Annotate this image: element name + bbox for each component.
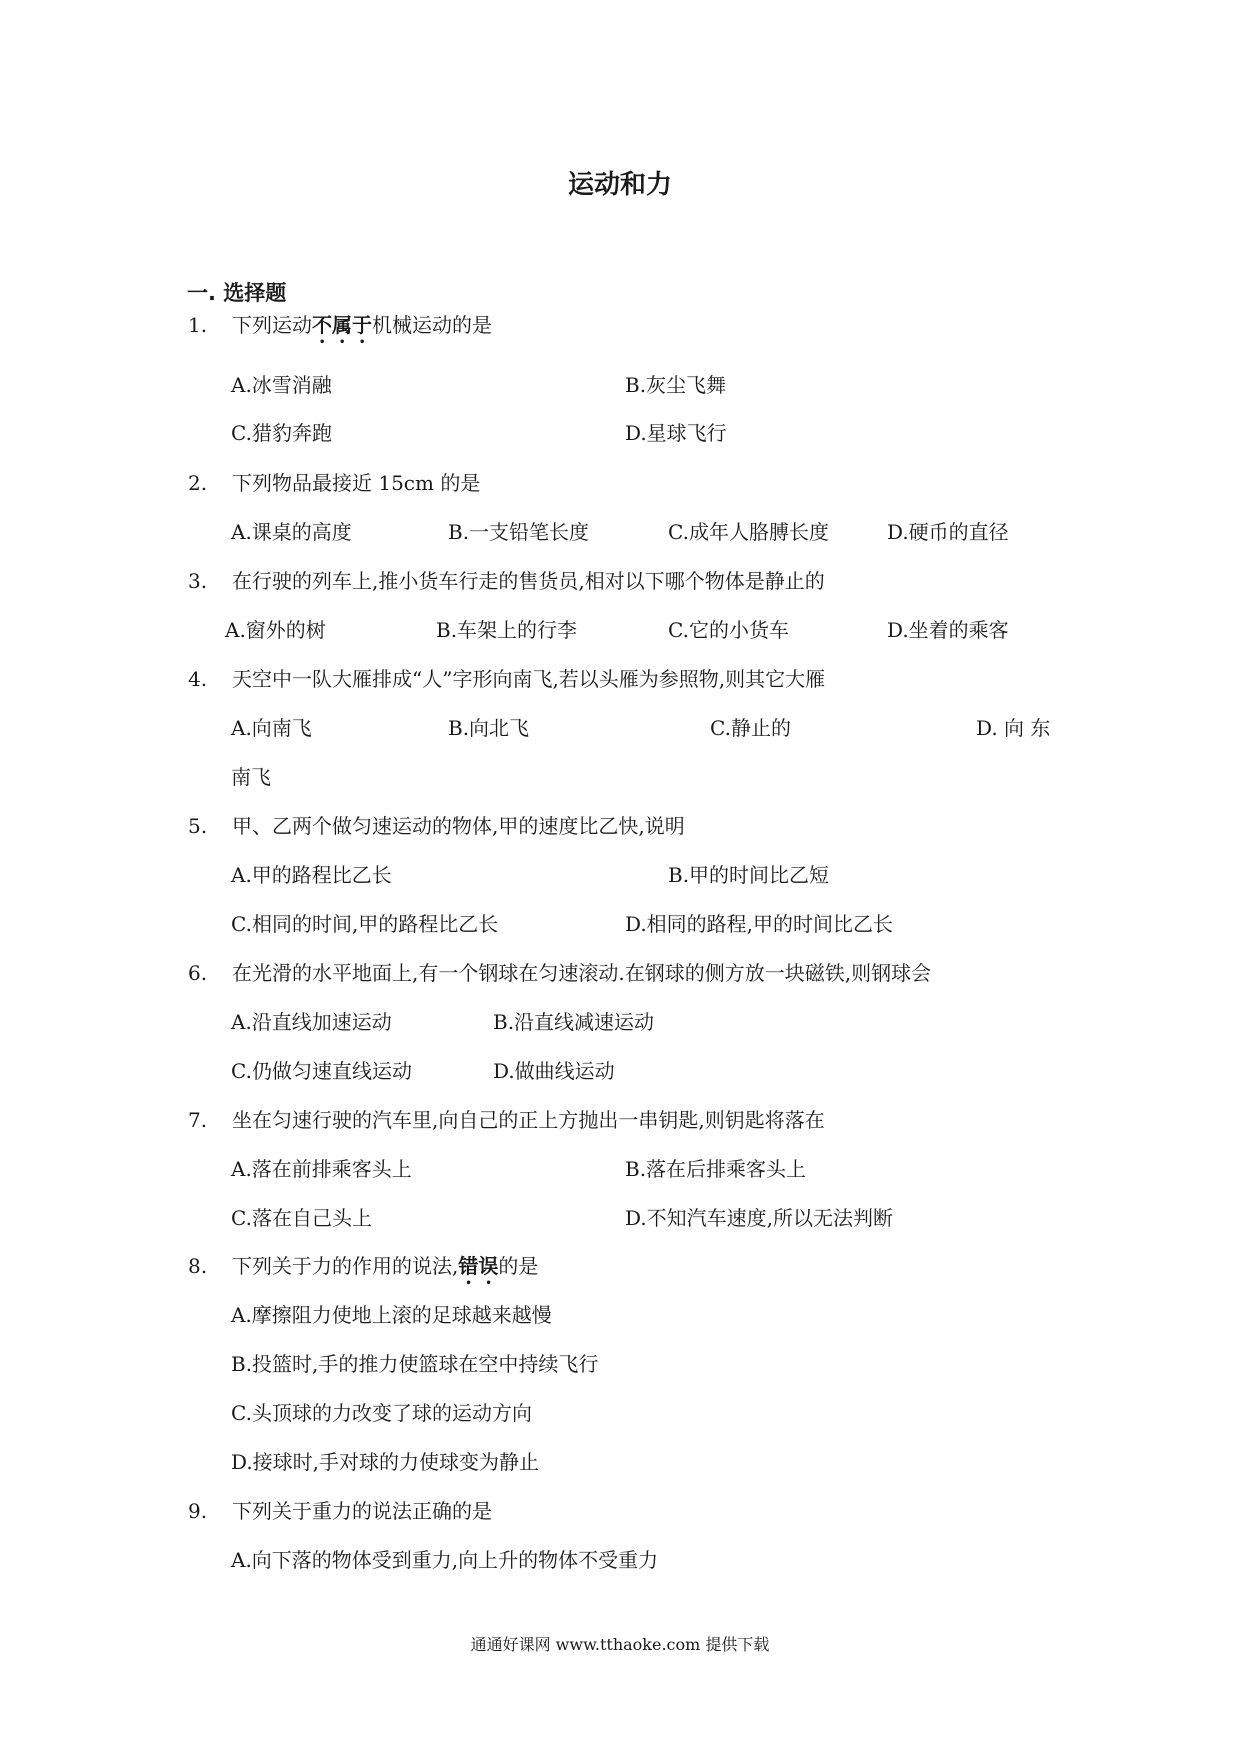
option: B.一支铅笔长度: [448, 520, 590, 544]
question-text: 天空中一队大雁排成“人”字形向南飞,若以头雁为参照物,则其它大雁: [232, 667, 826, 691]
option: A.甲的路程比乙长: [231, 863, 392, 887]
option: A.落在前排乘客头上: [231, 1157, 412, 1181]
question-number: 1.: [188, 313, 208, 337]
question-text: 下列运动不属于机械运动的是: [232, 313, 492, 337]
option: D. 向 东: [976, 716, 1051, 740]
question-number: 3.: [188, 569, 208, 593]
page-title: 运动和力: [567, 170, 672, 200]
question-number: 2.: [188, 471, 208, 495]
option: D.星球飞行: [625, 421, 727, 445]
option: C.成年人胳膊长度: [668, 520, 829, 544]
page-footer: 通通好课网 www.tthaoke.com 提供下载: [470, 1635, 770, 1654]
option: B.车架上的行李: [436, 618, 578, 642]
question-text: 下列关于重力的说法正确的是: [232, 1499, 492, 1523]
question-text: 下列物品最接近 15cm 的是: [232, 471, 481, 495]
option: D.不知汽车速度,所以无法判断: [625, 1206, 894, 1230]
option: D.做曲线运动: [493, 1059, 615, 1083]
option: C.头顶球的力改变了球的运动方向: [231, 1401, 532, 1425]
option: A.摩擦阻力使地上滚的足球越来越慢: [231, 1303, 552, 1327]
question-text: 下列关于力的作用的说法,错误的是: [232, 1254, 539, 1278]
option: C.相同的时间,甲的路程比乙长: [231, 912, 499, 936]
option: A.冰雪消融: [231, 373, 332, 397]
option: D.坐着的乘客: [887, 618, 1009, 642]
option: C.它的小货车: [668, 618, 789, 642]
question-number: 8.: [188, 1254, 208, 1278]
option: A.窗外的树: [225, 618, 326, 642]
option: A.课桌的高度: [231, 520, 352, 544]
question-text: 坐在匀速行驶的汽车里,向自己的正上方抛出一串钥匙,则钥匙将落在: [232, 1108, 825, 1132]
option: C.猎豹奔跑: [231, 421, 332, 445]
option-continuation: 南飞: [231, 765, 271, 789]
option: A.向南飞: [231, 716, 312, 740]
question-text: 在行驶的列车上,推小货车行走的售货员,相对以下哪个物体是静止的: [232, 569, 825, 593]
question-number: 6.: [188, 961, 208, 985]
question-number: 4.: [188, 667, 208, 691]
option: B.沿直线减速运动: [493, 1010, 655, 1034]
option: B.甲的时间比乙短: [668, 863, 830, 887]
option: B.落在后排乘客头上: [625, 1157, 807, 1181]
question-text: 甲、乙两个做匀速运动的物体,甲的速度比乙快,说明: [232, 814, 685, 838]
option: B.投篮时,手的推力使篮球在空中持续飞行: [231, 1352, 599, 1376]
option: D.硬币的直径: [887, 520, 1009, 544]
option: B.灰尘飞舞: [625, 373, 727, 397]
option: C.静止的: [710, 716, 791, 740]
option: D.接球时,手对球的力使球变为静止: [231, 1450, 540, 1474]
question-number: 5.: [188, 814, 208, 838]
question-number: 7.: [188, 1108, 208, 1132]
option: D.相同的路程,甲的时间比乙长: [625, 912, 894, 936]
question-number: 9.: [188, 1499, 208, 1523]
option: B.向北飞: [448, 716, 530, 740]
emphasis-text: 错误: [458, 1254, 499, 1278]
section-heading: 一. 选择题: [187, 281, 287, 305]
option: C.仍做匀速直线运动: [231, 1059, 412, 1083]
emphasis-text: 不属于: [312, 313, 372, 337]
option: A.沿直线加速运动: [231, 1010, 392, 1034]
option: C.落在自己头上: [231, 1206, 372, 1230]
question-text: 在光滑的水平地面上,有一个钢球在匀速滚动.在钢球的侧方放一块磁铁,则钢球会: [232, 961, 932, 985]
option: A.向下落的物体受到重力,向上升的物体不受重力: [231, 1548, 659, 1572]
